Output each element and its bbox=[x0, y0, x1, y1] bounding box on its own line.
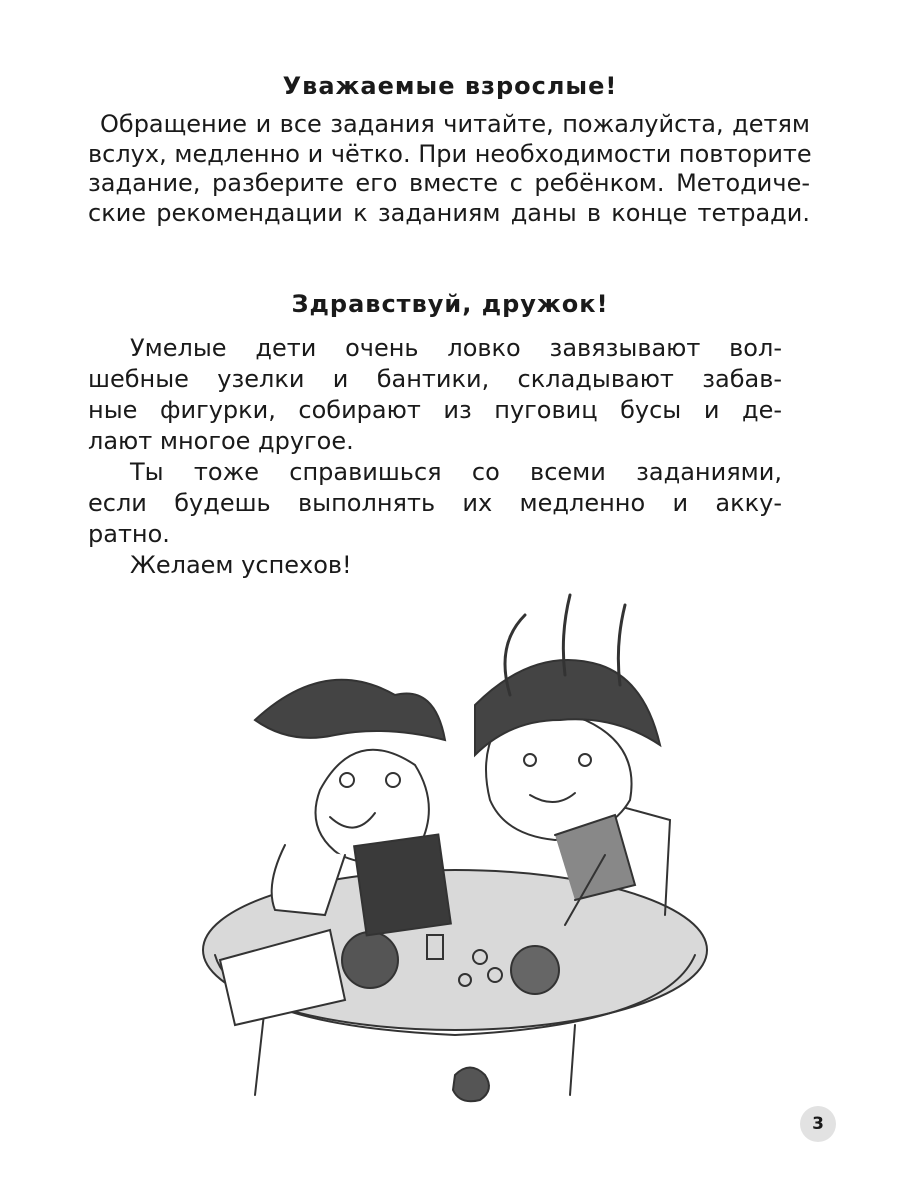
kids-line-7: ратно. bbox=[88, 520, 170, 548]
yarn-ball-left bbox=[342, 932, 398, 988]
adults-paragraph bbox=[88, 110, 810, 228]
kids-line-8: Желаем успехов! bbox=[130, 551, 352, 579]
kids-line-3: ные фигурки, собирают из пуговиц бусы и де- bbox=[88, 396, 782, 424]
kids-line-5: Ты тоже справишься со всеми заданиями, bbox=[130, 458, 782, 486]
yarn-ball-right bbox=[511, 946, 559, 994]
page-number-badge: 3 bbox=[800, 1106, 836, 1142]
cat-under-table bbox=[453, 1068, 489, 1102]
table-leg-right bbox=[570, 1025, 575, 1095]
kids-line-6: если будешь выполнять их медленно и акку- bbox=[88, 489, 782, 517]
girl-pigtail-right bbox=[618, 605, 625, 685]
kids-line-2: шебные узелки и бантики, складывают забав- bbox=[88, 365, 782, 393]
boy-book bbox=[354, 834, 451, 935]
adults-line-2: вслух, медленно и чётко. При необходимости повторите bbox=[88, 139, 812, 168]
children-illustration bbox=[195, 555, 775, 1115]
kids-heading: Здравствуй, дружок! bbox=[291, 290, 609, 318]
boy-hair bbox=[255, 680, 445, 740]
kids-line-1: Умелые дети очень ловко завязывают вол- bbox=[130, 334, 782, 362]
adults-line-1: Обращение и все задания читайте, пожалуйста, детям bbox=[100, 110, 810, 138]
adults-line-3: задание, разберите его вместе с ребёнком. Методиче- bbox=[88, 169, 810, 197]
kids-line-4: лают многое другое. bbox=[88, 427, 354, 455]
adults-heading: Уважаемые взрослые! bbox=[282, 72, 618, 100]
kids-paragraph bbox=[88, 334, 810, 582]
adults-line-4: ские рекомендации к заданиям даны в конце тетради. bbox=[88, 198, 810, 227]
